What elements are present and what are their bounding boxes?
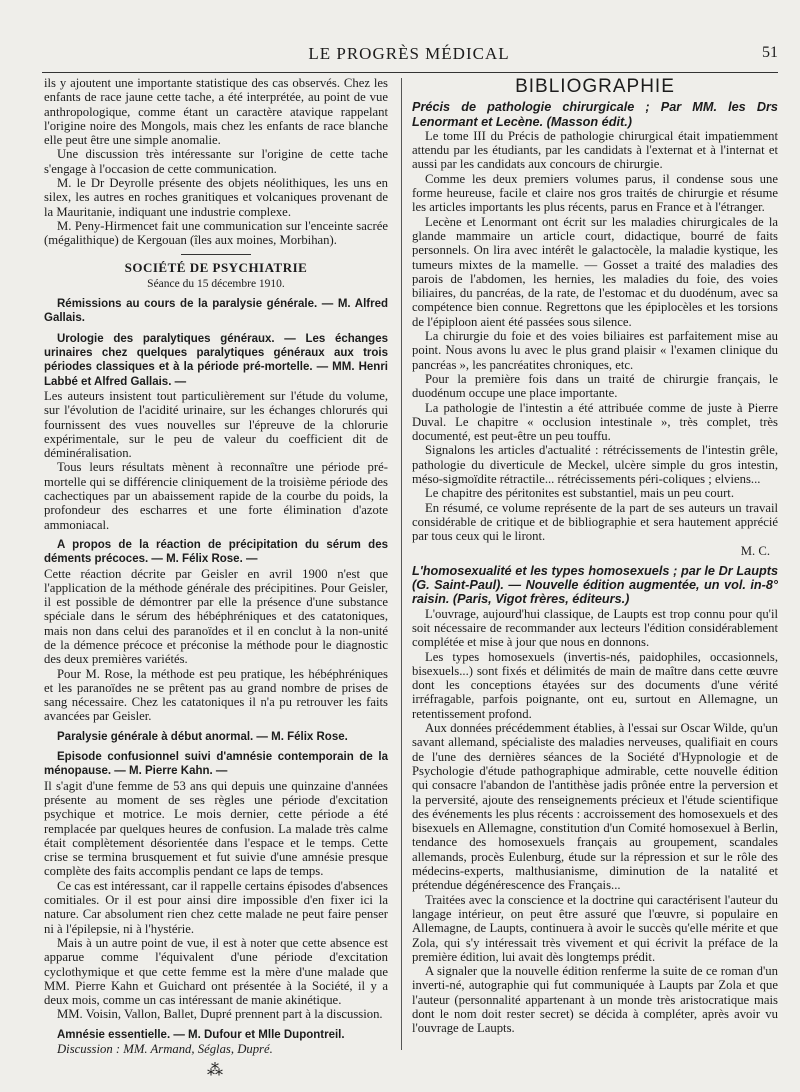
review-title: Précis de pathologie chirurgicale ; Par MM. les Drs Lenormant et Lecène. (Masson édit.) [412,100,778,129]
item-heading: Rémissions au cours de la paralysie générale. — M. Alfred Gallais. [44,298,388,325]
paragraph: L'ouvrage, aujourd'hui classique, de Laupts est trop connu pour qu'il soit nécessaire de recommander aux lecteurs l'édition considérablement complétée et mise à jour que nous en donnons. [412,606,778,650]
paragraph: A signaler que la nouvelle édition renferme la suite de ce roman d'un inverti-né, autographie qui fut communiquée à Laupts par Zola et que l'auteur (personnalité appartenant à un monde très aristocratique mais dont le nom doit rester secret) se décida à compléter, après avoir vu l'ouvrage de Laupts. [412,964,778,1036]
paragraph: ils y ajoutent une importante statistique des cas observés. Chez les enfants de race jaune cette tache, a été interprétée, au point de vue anthropologique, comme étant un caractère atavique rappelant l'origine noire des Mongols, mais chez les enfants de race blanche elle peut être une simple anomalie. [44,76,388,148]
session-date: Séance du 15 décembre 1910. [147,277,285,290]
discussion-line: Discussion : MM. Armand, Séglas, Dupré. [57,1042,273,1056]
page-header [40,44,778,70]
paragraph: Signalons les articles d'actualité : rétrécissements de l'intestin grêle, pathologie du diverticule de Meckel, ulcère simple du gros intestin, méso-sigmoïdite rétractile... rétrécissements péri-coliques ; elviens... [412,443,778,487]
item-heading: Paralysie générale à début anormal. — M. Félix Rose. [57,730,348,743]
paragraph: Ce cas est intéressant, car il rappelle certains épisodes d'absences comitiales. Or il est pour ainsi dire impossible d'en fixer ici la nature. Car absolument rien chez cette malade ne peut faire penser ni à l'épilepsie, ni à l'hystérie. [44,878,388,936]
paragraph: La chirurgie du foie et des voies biliaires est parfaitement mise au point. Nous avons lu avec le plus grand plaisir « l'examen clinique du pancréas », les pancréatites chroniques, etc. [412,329,778,372]
paragraph: Comme les deux premiers volumes parus, il condense sous une forme heureuse, facile et claire nos gros traités de chirurgie et résume les articles importants les plus récents, parus en France et à l'étranger. [412,171,778,215]
paragraph: Mais à un autre point de vue, il est à noter que cette absence est apparue comme l'équivalent d'une période d'excitation cyclothymique et que cette femme est la mère d'une malade que MM. Pierre Kahn et Guichard ont présentée à la Société, il y a deux mois, comme un cas intéressant de manie akinétique. [44,935,388,1008]
bibliography-title: BIBLIOGRAPHIE [515,76,675,97]
paragraph: Une discussion très intéressante sur l'origine de cette tache s'engage à l'occasion de cette communication. [44,147,388,176]
item-heading: A propos de la réaction de précipitation du sérum des déments précoces. — M. Félix Rose. — [44,538,388,566]
left-column [44,76,388,1079]
item-heading: Urologie des paralytiques généraux. — Les échanges urinaires chez quelques paralytiques généraux aux trois périodes classiques et à la période pré-mortelle. — MM. Henri Labbé et Alfred Gallais. — [44,332,388,388]
paragraph: Le tome III du Précis de pathologie chirurgical était impatiemment attendu par les étudiants, par les candidats à l'externat et à l'internat et aussi par les candidats aux concours de chirurgie. [412,128,778,172]
paragraph: Lecène et Lenormant ont écrit sur les maladies chirurgicales de la glande mammaire un article court, didactique, bourré de faits personnels. On lira avec intérêt le galactocèle, la maladie kystique, les tumeurs mixtes de la mamelle. — Gosset a traité des maladies des parois de l'abdomen, les hernies, les maladies du foie, des voies biliaires, du pancréas, de la rate, de l'estomac et du duodénum, avec sa compétence bien connue. Regrettons que les épiplocèles et les torsions de l'épiploon aient été passées sous silence. [412,214,778,329]
paragraph: La pathologie de l'intestin a été attribuée comme de juste à Pierre Duval. Le chapitre « occlusion intestinale », très complet, très documenté, est peut-être un peu touffu. [412,400,778,444]
paragraph: Aux données précédemment établies, à l'essai sur Oscar Wilde, qu'un savant allemand, spécialiste des maladies nerveuses, qualifiait en cours de l'une des dernières séances de la Société d'Hypnologie et de Psychologie d'étude pathographique admirable, cette nouvelle édition qui consacre l'abandon de l'antithèse jadis prônée entre la perversion et la perversité, ajoute des renseignements précieux et l'étude scientifique des événements les plus récents : accroissement des homosexuels et des bisexuels en Allemagne, constitution d'un Comité homosexuel à Berlin, tendance des homosexuels français au groupement, scandales allemands, procès Eulenburg, étude sur la répression et sur le rôle des médecins-experts, malthusianisme, diminution de la natalité et prétendue dégénérescence des Français... [412,721,778,893]
paragraph: Il s'agit d'une femme de 53 ans qui depuis une quinzaine d'années présente au moment de ses règles une période d'excitation psychique et motrice. Le mois dernier, cette période a été remplacée par quelques heures de confusion. La malade très calme était complètement désorientée dans l'espace et le temps. Cette crise se termina brusquement et fut suivie d'une amnésie presque complète des faits accomplis pendant ce laps de temps. [44,778,388,879]
review-signature: M. C. [740,543,770,558]
paragraph: Les types homosexuels (invertis-nés, paidophiles, occasionnels, bisexuels...) sont fixés et délimités de main de maître dans cette œuvre dont les conceptions étayées sur des documents d'une vérité irréfragable, parfois poignante, ont eu, surtout en Allemagne, un retentissement profond. [412,649,778,721]
review-title: L'homosexualité et les types homosexuels ; par le Dr Laupts (G. Saint-Paul). — Nouvelle édition augmentée, un vol. in-8° raisin. (Paris, Vigot frères, éditeurs.) [412,563,778,607]
paragraph: Tous leurs résultats mènent à reconnaître une période pré-mortelle qui se différencie cliniquement de la troisième période des cachectiques par un abaissement rapide de la courbe du poids, la profondeur des escharres et une forte élimination d'azote ammoniacal. [44,460,388,532]
header-rule [42,72,778,73]
column-divider [401,78,402,1050]
paragraph: MM. Voisin, Vallon, Ballet, Dupré prennent part à la discussion. [57,1007,383,1022]
paragraph: Pour M. Rose, la méthode est peu pratique, les hébéphréniques et les paranoïdes ne se prêtent pas au grand nombre de prises de sang nécessaire. Chez les catatoniques il n'a pu retrouver les faits avancées par Geisler. [44,666,388,724]
paragraph: Pour la première fois dans un traité de chirurgie français, le duodénum occupe une place importante. [412,371,778,401]
page-number: 51 [762,44,778,61]
ornament-divider: ⁂ [207,1062,225,1080]
paragraph: M. le Dr Deyrolle présente des objets néolithiques, les uns en silex, les autres en roches granitiques et volcaniques provenant de la Mauritanie, indiquant une industrie complexe. [44,176,388,219]
journal-title: LE PROGRÈS MÉDICAL [308,44,510,63]
society-title: SOCIÉTÉ DE PSYCHIATRIE [124,259,308,275]
paragraph: En résumé, ce volume représente de la part de ses auteurs un travail considérable de critique et de bibliographie et sera hautement apprécié par tous ceux qui le liront. [412,500,778,544]
paragraph: Le chapitre des péritonites est substantiel, mais un peu court. [425,486,734,501]
paragraph: Traitées avec la conscience et la doctrine qui caractérisent l'auteur du langage intérieur, on peut être assuré que l'œuvre, si populaire en Allemagne, de Laupts, continuera à avoir le succès qu'elle mérite et que Zola, qui s'y intéressait très vivement et qui écrivit la préface de la première édition, lui avait dès longtemps prédit. [412,892,778,964]
paragraph: M. Peny-Hirmencet fait une communication sur l'enceinte sacrée (mégalithique) de Kergouan (îles aux moines, Morbihan). [44,218,388,248]
section-rule [181,254,251,255]
paragraph: Cette réaction décrite par Geisler en avril 1900 n'est que l'application de la méthode générale des précipitines. Pour Geisler, il est possible de démontrer par elle la présence d'une substance spéciale dans le sérum des hébéphréniques et des catatoniques, mais non dans celui des paranoïdes et il en conclut à la non-unité de la démence précoce et préconise la méthode pour le diagnostic des deux premières variétés. [44,566,388,667]
right-column [412,76,778,1036]
item-heading: Episode confusionnel suivi d'amnésie contemporain de la ménopause. — M. Pierre Kahn. — [44,751,388,778]
paragraph: Les auteurs insistent tout particulièrement sur l'étude du volume, sur l'évolution de l'acidité urinaire, sur les échanges chlorurés qui fournissent des vues nouvelles sur l'épreuve de la chlorurie expérimentale, sur le peu de valeur du coefficient dit de déminéralisation. [44,388,388,461]
item-heading: Amnésie essentielle. — M. Dufour et Mlle Dupontreil. [57,1028,345,1041]
